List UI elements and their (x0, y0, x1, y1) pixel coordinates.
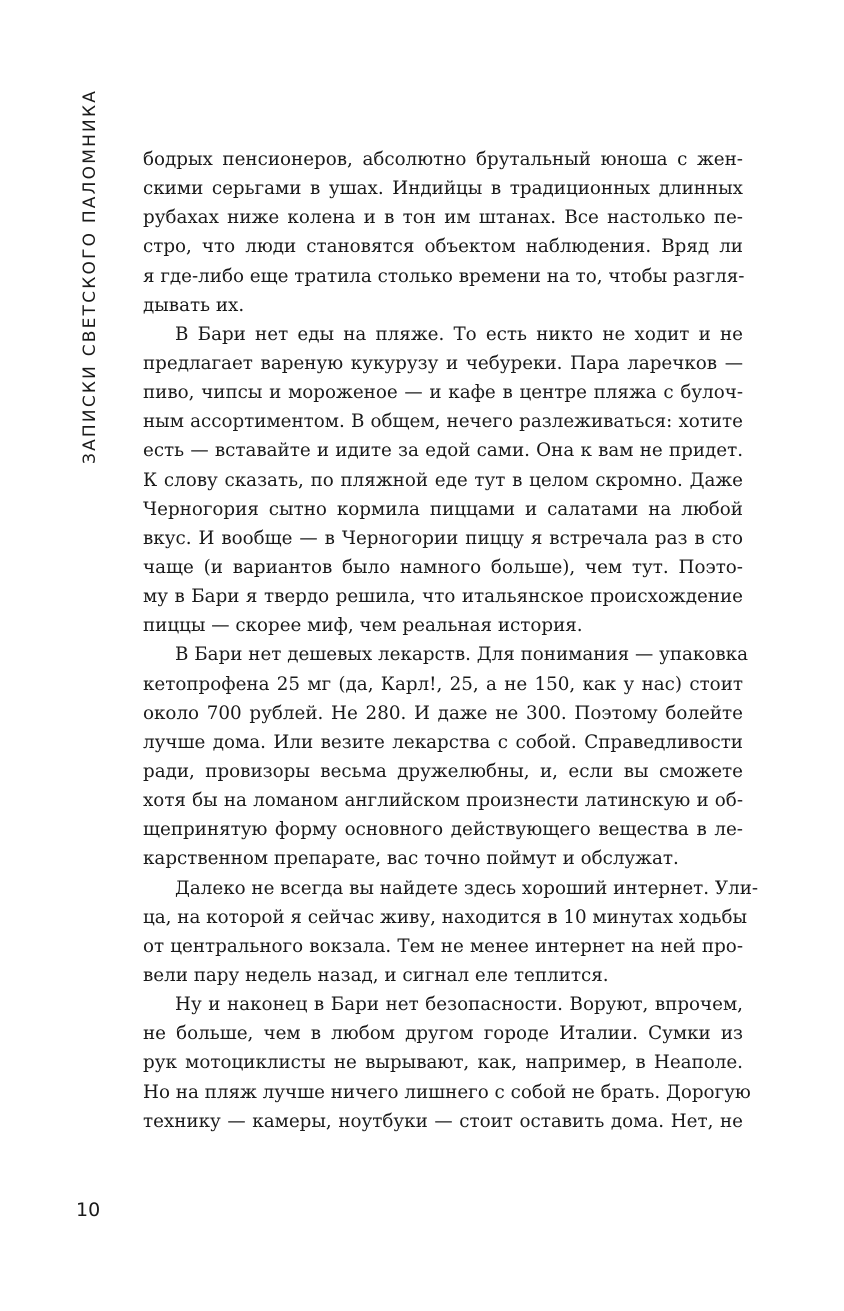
text-line: карственном препарате, вас точно поймут и обслужат. (143, 848, 679, 870)
text-line: я где-либо еще тратила столько времени на то, чтобы разгля- (143, 265, 745, 287)
text-line: лучше дома. Или везите лекарства с собой. Справедливости (143, 731, 743, 753)
body-text (143, 145, 759, 1136)
text-line: кетопрофена 25 мг (да, Карл!, 25, а не 150, как у нас) стоит (143, 673, 743, 695)
text-line: чаще (и вариантов было намного больше), чем тут. Поэто- (143, 556, 743, 578)
text-line: рубахах ниже колена и в тон им штанах. Все настолько пе- (143, 207, 743, 229)
text-line: не больше, чем в любом другом городе Италии. Сумки из (143, 1023, 743, 1045)
text-line: К слову сказать, по пляжной еде тут в целом скромно. Даже (143, 469, 743, 491)
text-line: му в Бари я твердо решила, что итальянское происхождение (143, 586, 743, 608)
text-line: стро, что люди становятся объектом наблюдения. Вряд ли (143, 236, 743, 258)
text-line: дывать их. (143, 294, 245, 316)
text-line: технику — камеры, ноутбуки — стоит оставить дома. Нет, не (143, 1110, 743, 1132)
text-line: пиво, чипсы и мороженое — и кафе в центре пляжа с булоч- (143, 382, 743, 404)
text-line: рук мотоциклисты не вырывают, как, например, в Неаполе. (143, 1052, 743, 1074)
text-line: около 700 рублей. Не 280. И даже не 300. Поэтому болейте (143, 702, 743, 724)
text-line: вкус. И вообще — в Черногории пиццу я встречала раз в сто (143, 527, 743, 549)
text-line: ради, провизоры весьма дружелюбны, и, если вы сможете (143, 760, 743, 782)
text-line: щепринятую форму основного действующего вещества в ле- (143, 819, 743, 841)
text-line: Но на пляж лучше ничего лишнего с собой не брать. Дорогую (143, 1081, 751, 1103)
text-line: ным ассортиментом. В общем, нечего разлеживаться: хотите (143, 411, 743, 433)
text-line: Черногория сытно кормила пиццами и салатами на любой (143, 498, 743, 520)
text-line: хотя бы на ломаном английском произнести латинскую и об- (143, 790, 743, 812)
text-line: бодрых пенсионеров, абсолютно брутальный юноша с жен- (143, 149, 743, 170)
page-number: 10 (76, 1199, 101, 1221)
text-line: предлагает вареную кукурузу и чебуреки. Пара ларечков — (143, 352, 743, 374)
text-line: ца, на которой я сейчас живу, находится в 10 минутах ходьбы (143, 906, 747, 928)
text-line: пиццы — скорее миф, чем реальная история. (143, 615, 583, 637)
text-line: от центрального вокзала. Тем не менее интернет на ней про- (143, 935, 743, 957)
text-line: Ну и наконец в Бари нет безопасности. Воруют, впрочем, (175, 994, 743, 1016)
text-line: В Бари нет дешевых лекарств. Для понимания — упаковка (175, 644, 748, 666)
text-line: скими серьгами в ушах. Индийцы в традиционных длинных (143, 178, 743, 200)
text-line: Далеко не всегда вы найдете здесь хороший интернет. Ули- (175, 877, 759, 899)
text-line: есть — вставайте и идите за едой сами. Она к вам не придет. (143, 440, 743, 462)
text-line: вели пару недель назад, и сигнал еле теплится. (143, 964, 609, 986)
running-head-text: ЗАПИСКИ СВЕТСКОГО ПАЛОМНИКА (80, 88, 100, 464)
text-line: В Бари нет еды на пляже. То есть никто не ходит и не (175, 323, 743, 345)
